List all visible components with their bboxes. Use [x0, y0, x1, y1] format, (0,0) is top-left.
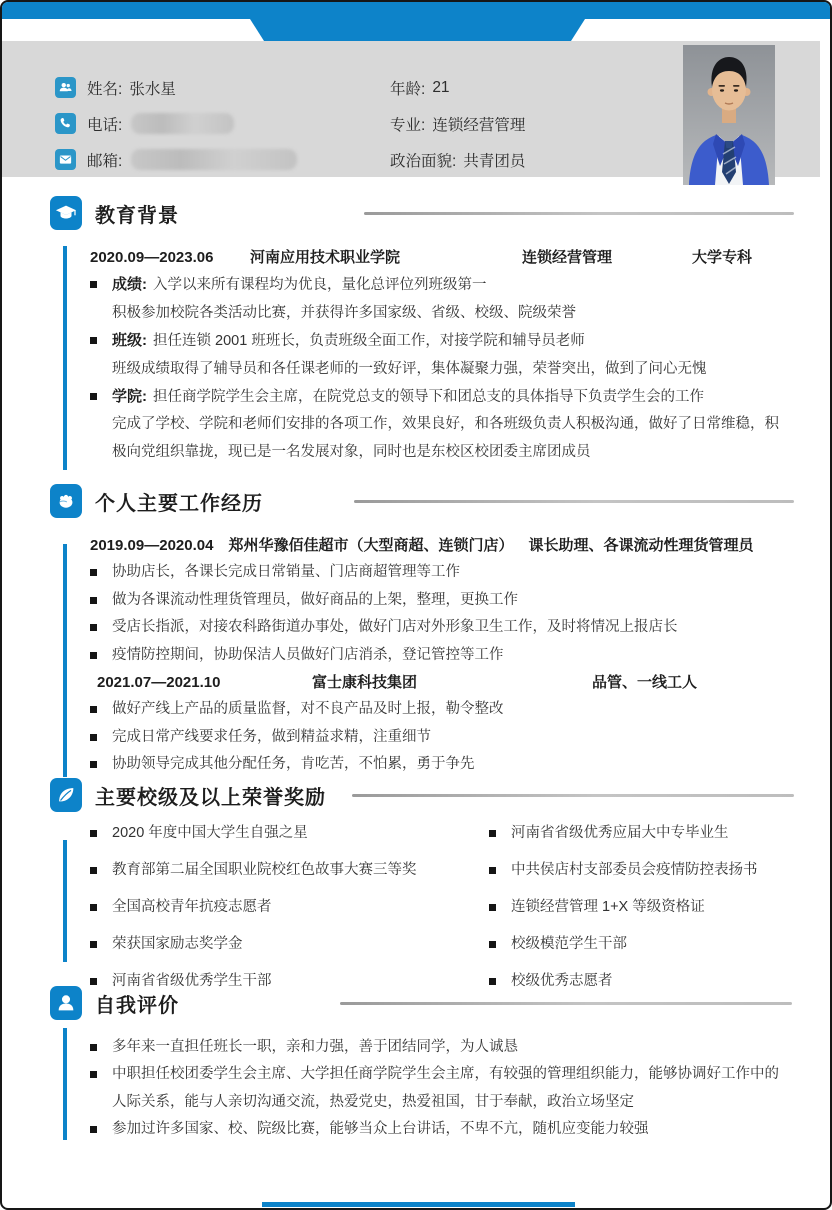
work-bullet	[90, 696, 792, 723]
age-row	[390, 76, 525, 99]
bullet-square-icon	[90, 1126, 97, 1133]
major-row	[390, 112, 525, 135]
bullet-square-icon	[90, 569, 97, 576]
bullet-square-icon	[90, 1044, 97, 1051]
honors-divider	[352, 794, 794, 797]
bullet-square-icon	[90, 761, 97, 768]
work-experience-section	[2, 480, 832, 779]
bullet-square-icon	[90, 624, 97, 631]
bullet-square-icon	[489, 867, 496, 874]
self-evaluation-body	[90, 1034, 792, 1144]
bullet-text: 协助店长，各课长完成日常销量、门店商超管理等工作	[112, 564, 460, 581]
phone-label: 电话:	[87, 116, 123, 134]
honor-text: 2020 年度中国大学生自强之星	[112, 825, 308, 841]
bullet-square-icon	[90, 830, 97, 837]
self-evaluation-bullet	[90, 1116, 792, 1143]
bullet-square-icon	[90, 337, 97, 344]
work-title: 个人主要工作经历	[95, 492, 263, 515]
bullet-text: 中职担任校团委学生会主席、大学担任商学院学生会主席，有较强的管理组织能力，能够协调好工作中的人际关系，能与人亲切沟通交流，热爱党史，热爱祖国，甘于奉献，政治立场坚定	[112, 1066, 779, 1110]
bullet-square-icon	[90, 597, 97, 604]
bottom-decoration-bar	[262, 1202, 575, 1207]
education-bullet	[90, 271, 792, 327]
bullet-square-icon	[489, 904, 496, 911]
bullet-square-icon	[90, 904, 97, 911]
self-evaluation-divider	[340, 1002, 792, 1005]
bullet-text: 担任连锁 2001 班班长，负责班级全面工作，对接学院和辅导员老师	[153, 333, 585, 350]
bullet-square-icon	[90, 867, 97, 874]
bullet-square-icon	[90, 734, 97, 741]
contact-info-right	[390, 76, 525, 171]
bullet-square-icon	[489, 941, 496, 948]
hand-icon	[50, 484, 82, 518]
honor-text: 全国高校青年抗疫志愿者	[112, 899, 272, 915]
person-icon	[55, 77, 76, 98]
email-row	[55, 148, 297, 171]
work-body	[90, 532, 792, 779]
honor-text: 校级优秀志愿者	[511, 973, 613, 989]
honor-text: 连锁经营管理 1+X 等级资格证	[511, 899, 705, 915]
bullet-text-cont: 完成了学校、学院和老师们安排的各项工作，效果良好，和各班级负责人积极沟通，做好了日常维稳，积极向党组织靠拢，现已是一名发展对象，同时也是东校区校团委主席团成员	[112, 416, 779, 460]
bullet-text: 受店长指派，对接农科路街道办事处，做好门店对外形象卫生工作，及时将情况上报店长	[112, 619, 678, 636]
honor-text: 荣获国家励志奖学金	[112, 936, 243, 952]
phone-row	[55, 112, 297, 135]
graduation-cap-icon	[50, 196, 82, 230]
self-evaluation-title: 自我评价	[95, 994, 179, 1017]
email-value-redacted	[131, 149, 297, 170]
bullet-square-icon	[90, 706, 97, 713]
self-evaluation-section	[2, 982, 832, 1144]
education-section	[2, 192, 832, 466]
age-value: 21	[432, 78, 450, 96]
honor-item	[90, 894, 489, 921]
person-bust-icon	[50, 986, 82, 1020]
email-label: 邮箱:	[87, 152, 123, 170]
age-label: 年龄:	[390, 80, 426, 98]
education-body	[90, 244, 792, 466]
bullet-head: 班级:	[112, 332, 147, 350]
bullet-square-icon	[489, 830, 496, 837]
honor-item	[90, 820, 489, 847]
bullet-text: 疫情防控期间，协助保洁人员做好门店消杀，登记管控等工作	[112, 646, 504, 663]
name-row	[55, 76, 297, 99]
honor-item	[489, 931, 792, 958]
job-company: 郑州华豫佰佳超市（大型商超、连锁门店）	[228, 537, 514, 554]
major-value: 连锁经营管理	[432, 116, 526, 134]
bullet-text: 协助领导完成其他分配任务，肯吃苦，不怕累，勇于争先	[112, 756, 475, 773]
bullet-head: 成绩:	[112, 276, 147, 294]
honor-item	[489, 857, 792, 884]
bullet-square-icon	[90, 1071, 97, 1078]
job-date: 2021.07—2021.10	[97, 674, 221, 692]
phone-icon	[55, 113, 76, 134]
major-label: 专业:	[390, 116, 426, 134]
political-status-value: 共青团员	[463, 152, 526, 170]
work-bullet	[90, 587, 792, 614]
bullet-text: 完成日常产线要求任务，做到精益求精，注重细节	[112, 728, 431, 745]
bullet-text: 多年来一直担任班长一职，亲和力强，善于团结同学，为人诚恳	[112, 1039, 518, 1055]
work-bullet	[90, 642, 792, 669]
honor-item	[489, 820, 792, 847]
honor-text: 教育部第二届全国职业院校红色故事大赛三等奖	[112, 862, 417, 878]
job-role: 课长助理、各课流动性理货管理员	[528, 537, 754, 554]
job-company: 富士康科技集团	[312, 674, 418, 692]
honors-title: 主要校级及以上荣誉奖励	[95, 786, 326, 809]
bullet-text: 做为各课流动性理货管理员，做好商品的上架，整理，更换工作	[112, 591, 518, 608]
education-bullet	[90, 383, 792, 466]
work-divider	[354, 500, 794, 503]
job-header	[90, 532, 792, 559]
education-degree: 大学专科	[692, 249, 753, 266]
job-role: 品管、一线工人	[592, 674, 698, 692]
name-label: 姓名:	[87, 80, 123, 98]
bullet-square-icon	[90, 281, 97, 288]
job-header	[90, 669, 792, 696]
self-evaluation-bullet	[90, 1034, 792, 1061]
profile-photo	[683, 45, 775, 185]
leaf-icon	[50, 778, 82, 812]
job-date: 2019.09—2020.04	[90, 537, 214, 554]
education-row	[90, 244, 792, 271]
honor-text: 校级模范学生干部	[511, 936, 627, 952]
honor-item	[90, 857, 489, 884]
education-bullet	[90, 327, 792, 383]
honors-section	[2, 774, 832, 995]
education-title: 教育背景	[95, 204, 179, 227]
bullet-square-icon	[90, 393, 97, 400]
bullet-text-cont: 积极参加校院各类活动比赛，并获得许多国家级、省级、校级、院级荣誉	[112, 304, 576, 321]
honor-text: 河南省省级优秀学生干部	[112, 973, 272, 989]
top-decoration-trapezoid	[250, 19, 585, 41]
work-bullet	[90, 614, 792, 641]
education-date: 2020.09—2023.06	[90, 249, 214, 266]
bullet-head: 学院:	[112, 388, 147, 406]
self-evaluation-bullet	[90, 1061, 792, 1116]
bullet-text: 入学以来所有课程均为优良，量化总评位列班级第一	[153, 277, 487, 294]
bullet-text: 担任商学院学生会主席，在院党总支的领导下和团总支的具体指导下负责学生会的工作	[153, 389, 704, 406]
education-major: 连锁经营管理	[522, 249, 613, 266]
bullet-square-icon	[90, 941, 97, 948]
contact-info-left	[55, 76, 297, 171]
honor-text: 中共侯店村支部委员会疫情防控表扬书	[511, 862, 758, 878]
bullet-text: 做好产线上产品的质量监督，对不良产品及时上报，勒令整改	[112, 701, 504, 718]
name-value: 张水星	[129, 80, 176, 98]
bullet-text-cont: 班级成绩取得了辅导员和各任课老师的一致好评，集体凝聚力强，荣誉突出，做到了问心无愧	[112, 360, 707, 377]
political-status-row	[390, 148, 525, 171]
education-school: 河南应用技术职业学院	[250, 249, 401, 266]
honor-item	[489, 894, 792, 921]
work-bullet	[90, 559, 792, 586]
envelope-icon	[55, 149, 76, 170]
honor-item	[90, 931, 489, 958]
education-divider	[364, 212, 794, 215]
work-bullet	[90, 724, 792, 751]
honors-list	[90, 820, 792, 995]
phone-value-redacted	[131, 113, 234, 134]
bullet-text: 参加过许多国家、校、院级比赛，能够当众上台讲话，不卑不亢，随机应变能力较强	[112, 1121, 649, 1138]
political-status-label: 政治面貌:	[390, 152, 457, 170]
honor-text: 河南省省级优秀应届大中专毕业生	[511, 825, 729, 841]
top-decoration-bar	[2, 2, 830, 19]
bullet-square-icon	[90, 652, 97, 659]
